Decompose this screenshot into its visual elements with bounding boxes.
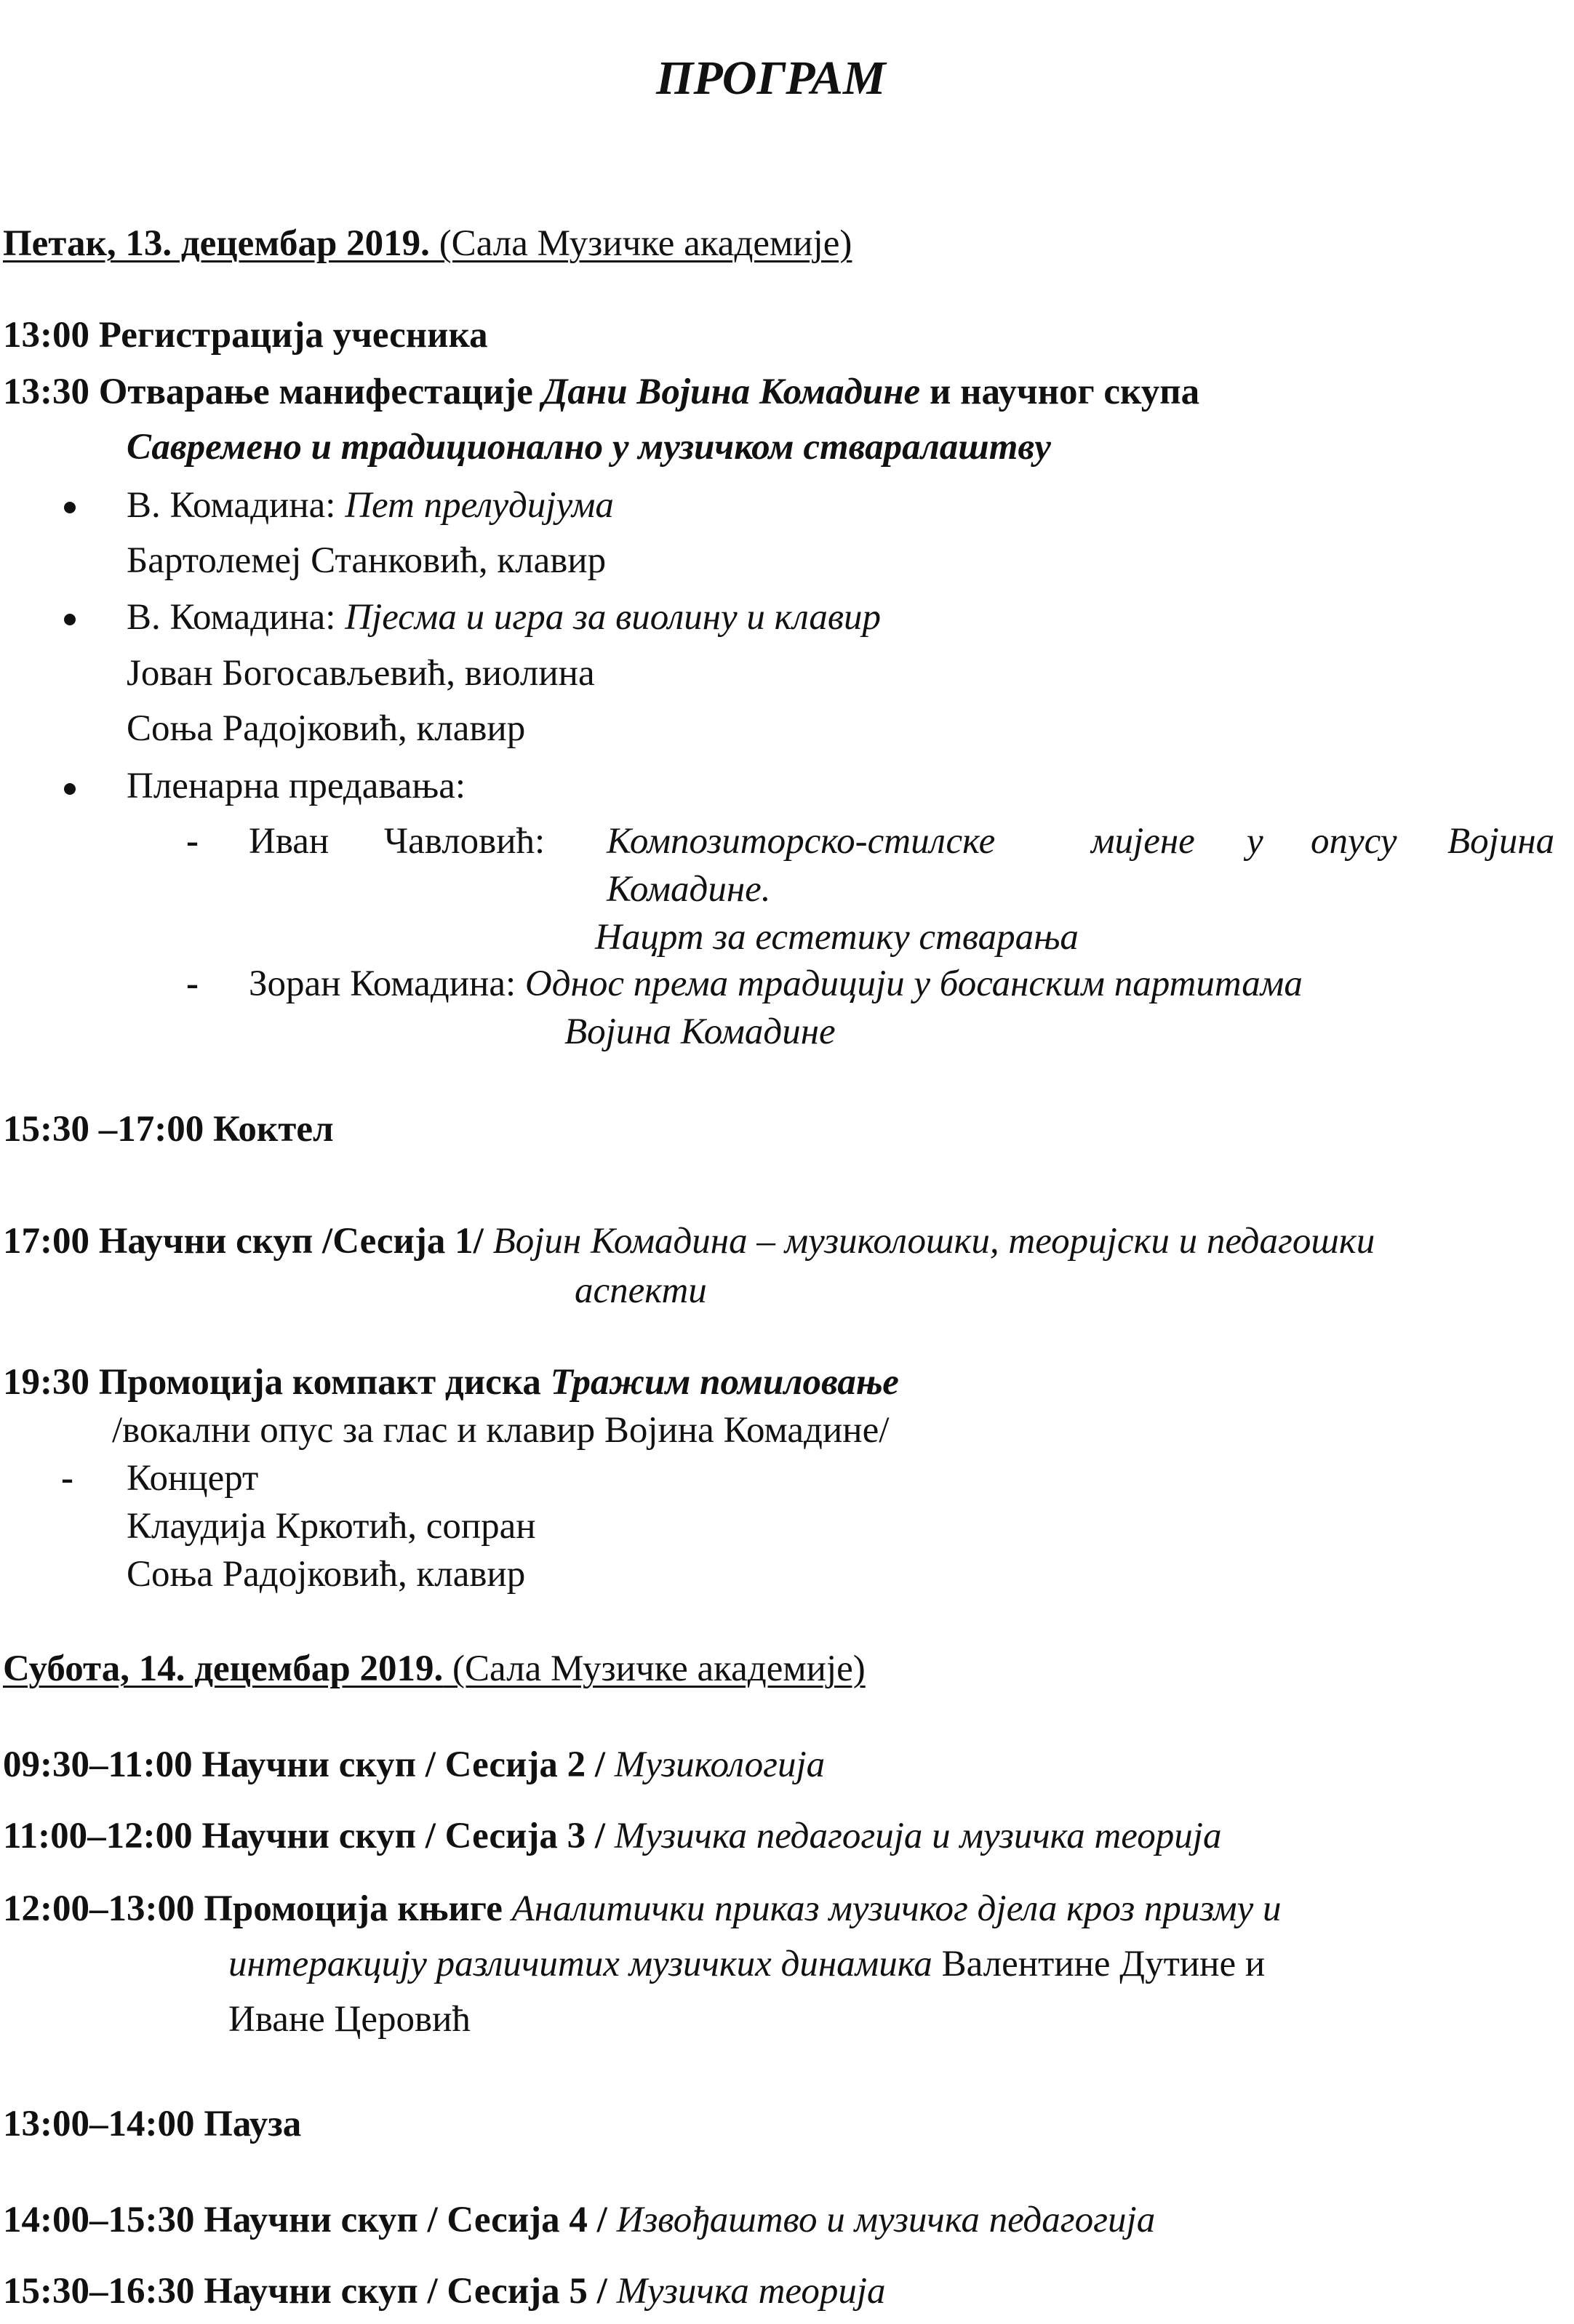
session-time: 09:30–11:00 <box>3 1744 202 1785</box>
performer: Соња Радојковић, клавир <box>127 1554 526 1595</box>
performer: Клаудија Кркотић, сопран <box>127 1506 536 1547</box>
session-topic-cont: аспекти <box>575 1270 707 1311</box>
session-title: Научни скуп / Сесија 2 / <box>201 1744 615 1785</box>
session-topic: Музичка теорија <box>616 2271 886 2312</box>
session-topic: Музичка педагогија и музичка теорија <box>614 1816 1222 1856</box>
book-title: Промоција књиге <box>204 1888 512 1929</box>
day1-heading-line <box>3 221 852 266</box>
concert-label: Концерт <box>127 1458 259 1499</box>
lecture-title-cont: Војина Комадине <box>564 1011 836 1052</box>
session-time: 17:00 <box>3 1221 99 1262</box>
book-name: Аналитички приказ музичког дјела кроз призму и <box>511 1888 1282 1929</box>
cd-time: 19:30 <box>3 1362 99 1403</box>
session-topic: Извођаштво и музичка педагогија <box>616 2200 1156 2240</box>
session-time: 11:00–12:00 <box>3 1816 202 1856</box>
conference-name: Савремено и традиционално у музичком стваралаштву <box>127 427 1051 468</box>
composer-label: В. Комадина: <box>127 485 345 526</box>
performer: Бартолемеј Станковић, клавир <box>127 540 607 581</box>
day1-venue: (Сала Музичке академије) <box>429 223 852 264</box>
session-1-item <box>3 1219 1375 1264</box>
session-2-item <box>3 1742 825 1787</box>
lecture-title-cont: Комадине. <box>607 869 771 910</box>
session-topic: Војин Комадина – музиколошки, теоријски и педагошки <box>492 1221 1375 1262</box>
work-title: Пет прелудијума <box>345 485 614 526</box>
dash-icon: - <box>61 1458 73 1499</box>
lecture-2 <box>249 961 1303 1006</box>
opening-item <box>3 369 1199 414</box>
lecturer-name: Зоран Комадина: <box>249 963 525 1004</box>
session-title: Научни скуп / Сесија 3 / <box>201 1816 615 1856</box>
bullet-icon <box>64 502 76 513</box>
bullet-item-song-dance <box>127 595 881 640</box>
book-authors: Валентине Дутине и <box>932 1944 1266 1984</box>
pause-item <box>3 2101 301 2147</box>
cocktail-title: Коктел <box>212 1109 334 1150</box>
opening-title-rest: и научног скупа <box>920 372 1200 412</box>
lecture-title-word: Војина <box>1447 821 1555 862</box>
dash-icon: - <box>186 963 199 1004</box>
lecture-subtitle: Нацрт за естетику стварања <box>595 917 1079 958</box>
session-time: 15:30–16:30 <box>3 2271 204 2312</box>
bullet-item-preludes <box>127 483 614 528</box>
session-4-item <box>3 2197 1155 2243</box>
lecture-title-word: мијене <box>1091 821 1195 862</box>
opening-time: 13:30 <box>3 372 99 412</box>
bullet-icon <box>64 614 76 625</box>
page-title: ПРОГРАМ <box>656 52 886 105</box>
composer-label: В. Комадина: <box>127 597 345 638</box>
session-5-item <box>3 2269 886 2314</box>
cd-promotion-item <box>3 1360 899 1405</box>
day1-date: Петак, 13. децембар 2019. <box>3 223 430 264</box>
lecture-title-word: опусу <box>1311 821 1397 862</box>
cd-title: Промоција компакт диска <box>98 1362 551 1403</box>
dash-icon: - <box>186 821 199 862</box>
book-time: 12:00–13:00 <box>3 1888 204 1929</box>
cd-description: /вокални опус за глас и клавир Војина Комадине/ <box>112 1410 890 1451</box>
lecture-title: Однос према традицији у босанским партитама <box>524 963 1303 1004</box>
day2-heading-line <box>3 1646 866 1691</box>
performer: Јован Богосављевић, виолина <box>127 653 595 694</box>
session-title: Научни скуп / Сесија 4 / <box>204 2200 617 2240</box>
plenary-label: Пленарна предавања: <box>127 766 466 806</box>
session-title: Научни скуп /Сесија 1/ <box>98 1221 493 1262</box>
cd-name: Тражим помиловање <box>550 1362 899 1403</box>
lecture-title-word: у <box>1247 821 1263 862</box>
session-3-item <box>3 1814 1221 1859</box>
book-name-cont <box>228 1942 1265 1987</box>
opening-title: Отварање манифестације <box>98 372 543 412</box>
lecturer-last-name: Чавловић: <box>384 821 546 862</box>
registration-item <box>3 313 488 358</box>
session-time: 14:00–15:30 <box>3 2200 204 2240</box>
book-authors-cont: Иване Церовић <box>228 1999 471 2040</box>
cocktail-time: 15:30 –17:00 <box>3 1109 213 1150</box>
bullet-icon <box>64 783 76 795</box>
lecture-title-word: Композиторско-стилске <box>607 821 996 862</box>
cocktail-item <box>3 1107 334 1152</box>
registration-time: 13:00 <box>3 315 99 356</box>
pause-time: 13:00–14:00 <box>3 2104 204 2144</box>
registration-title: Регистрација учесника <box>98 315 488 356</box>
pause-title: Пауза <box>204 2104 302 2144</box>
book-promotion-item <box>3 1886 1281 1931</box>
work-title: Пјесма и игра за виолину и клавир <box>345 597 882 638</box>
session-topic: Музикологија <box>614 1744 826 1785</box>
session-title: Научни скуп / Сесија 5 / <box>204 2271 617 2312</box>
lecturer-first-name: Иван <box>249 821 329 862</box>
day2-venue: (Сала Музичке академије) <box>443 1648 866 1689</box>
opening-festival-name: Дани Војина Комадине <box>542 372 921 412</box>
performer: Соња Радојковић, клавир <box>127 708 526 749</box>
day2-date: Субота, 14. децембар 2019. <box>3 1648 444 1689</box>
book-name-part: интеракцију различитих музичких динамика <box>228 1944 932 1984</box>
